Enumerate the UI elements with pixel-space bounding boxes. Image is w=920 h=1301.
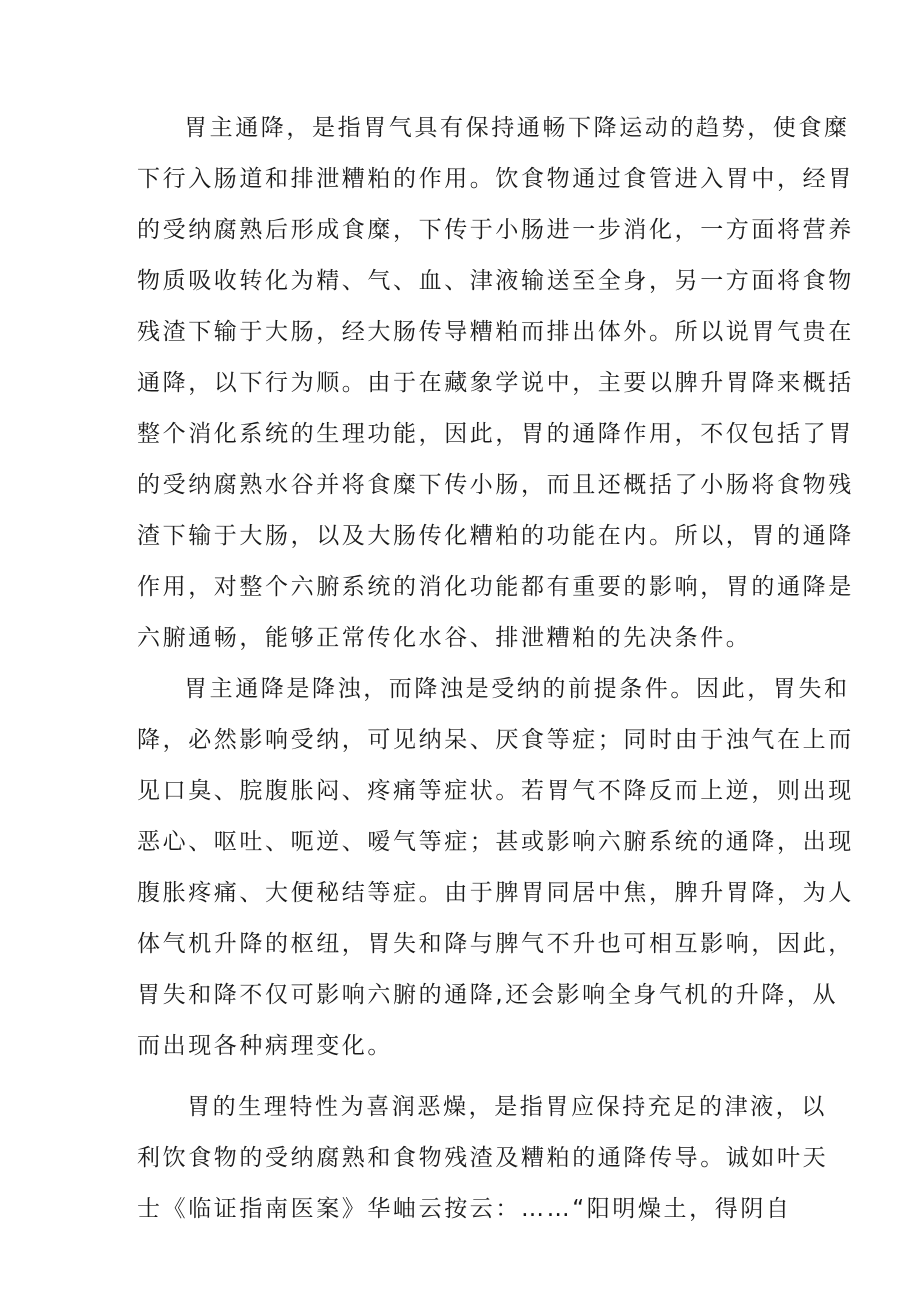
text-line: 胃主通降是降浊，而降浊是受纳的前提条件。因此，胃失和 [184, 676, 850, 702]
text-line: 见口臭、脘腹胀闷、疼痛等症状。若胃气不降反而上逆，则出现 [137, 778, 854, 804]
text-line: 而出现各种病理变化。 [137, 1033, 393, 1059]
text-line: 士《临证指南医案》华岫云按云：……“阳明燥土，得阴自 [137, 1196, 792, 1222]
text-line: 下行入肠道和排泄糟粕的作用。饮食物通过食管进入胃中，经胃 [137, 166, 854, 192]
text-line: 胃的生理特性为喜润恶燥，是指胃应保持充足的津液，以 [187, 1094, 827, 1120]
text-line: 六腑通畅，能够正常传化水谷、排泄糟粕的先决条件。 [137, 625, 752, 651]
text-line: 物质吸收转化为精、气、血、津液输送至全身，另一方面将食物 [137, 268, 854, 294]
text-line: 胃失和降不仅可影响六腑的通降,还会影响全身气机的升降，从 [137, 982, 839, 1008]
text-line: 整个消化系统的生理功能，因此，胃的通降作用，不仅包括了胃 [137, 421, 854, 447]
text-line: 作用，对整个六腑系统的消化功能都有重要的影响，胃的通降是 [137, 574, 854, 600]
text-line: 胃主通降，是指胃气具有保持通畅下降运动的趋势，使食糜 [184, 115, 850, 141]
text-line: 的受纳腐熟后形成食糜，下传于小肠进一步消化，一方面将营养 [137, 217, 854, 243]
text-line: 降，必然影响受纳，可见纳呆、厌食等症；同时由于浊气在上而 [137, 727, 854, 753]
text-line: 腹胀疼痛、大便秘结等症。由于脾胃同居中焦，脾升胃降，为人 [137, 880, 854, 906]
text-line: 通降，以下行为顺。由于在藏象学说中，主要以脾升胃降来概括 [137, 370, 854, 396]
text-line: 体气机升降的枢纽，胃失和降与脾气不升也可相互影响，因此， [137, 931, 854, 957]
text-line: 的受纳腐熟水谷并将食糜下传小肠，而且还概括了小肠将食物残 [137, 472, 854, 498]
text-line: 利饮食物的受纳腐熟和食物残渣及糟粕的通降传导。诚如叶天 [137, 1145, 829, 1171]
text-line: 渣下输于大肠，以及大肠传化糟粕的功能在内。所以，胃的通降 [137, 523, 854, 549]
text-line: 残渣下输于大肠，经大肠传导糟粕而排出体外。所以说胃气贵在 [137, 319, 854, 345]
text-line: 恶心、呕吐、呃逆、嗳气等症；甚或影响六腑系统的通降，出现 [137, 829, 854, 855]
